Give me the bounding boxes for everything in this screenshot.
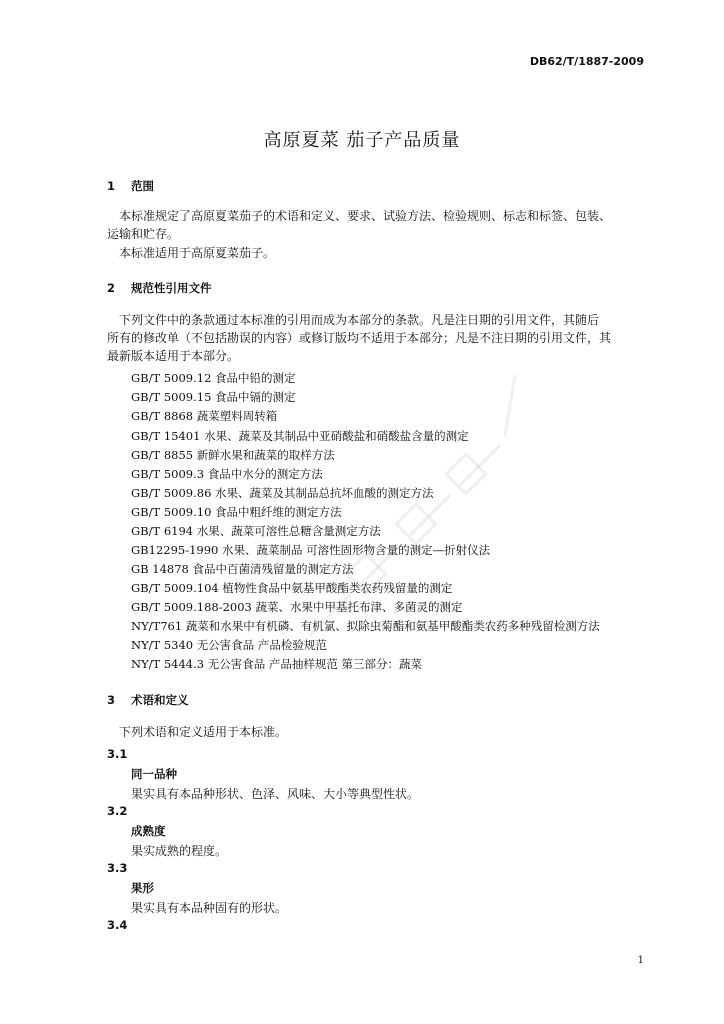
reference-item: NY/T761 蔬菜和水果中有机磷、有机氯、拟除虫菊酯和氨基甲酸酯类农药多种残留检测方法 (131, 619, 600, 633)
reference-item: NY/T 5444.3 无公害食品 产品抽样规范 第三部分：蔬菜 (131, 657, 423, 671)
section-title: 术语和定义 (131, 693, 189, 707)
paragraph: 下列术语和定义适用于本标准。 (119, 725, 288, 739)
section-number: 3 (107, 693, 116, 707)
reference-item: GB/T 5009.3 食品中水分的测定方法 (131, 467, 323, 481)
term-name: 成熟度 (131, 824, 166, 838)
section-number: 2 (107, 281, 116, 295)
reference-item: GB/T 8868 蔬菜塑料周转箱 (131, 409, 278, 423)
reference-item: GB/T 5009.12 食品中铅的测定 (131, 371, 296, 385)
reference-item: NY/T 5340 无公害食品 产品检验规范 (131, 638, 327, 652)
reference-item: GB/T 15401 水果、蔬菜及其制品中亚硝酸盐和硝酸盐含量的测定 (131, 429, 469, 443)
section-title: 范围 (131, 179, 155, 193)
paragraph: 运输和贮存。 (107, 227, 180, 241)
section-3-heading (107, 692, 189, 708)
document-code: DB62/T/1887-2009 (529, 55, 644, 68)
reference-item: GB 14878 食品中百菌清残留量的测定方法 (131, 562, 354, 576)
section-1-heading (107, 178, 154, 194)
reference-item: GB/T 5009.10 食品中粗纤维的测定方法 (131, 505, 342, 519)
page-number: 1 (637, 955, 644, 966)
section-title: 规范性引用文件 (131, 281, 212, 295)
term-definition: 果实成熟的程度。 (131, 844, 228, 858)
reference-item: GB/T 6194 水果、蔬菜可溶性总糖含量测定方法 (131, 524, 381, 538)
section-number: 1 (107, 179, 116, 193)
term-definition: 果实具有本品种固有的形状。 (131, 901, 288, 915)
paragraph: 最新版本适用于本部分。 (107, 349, 240, 363)
term-definition: 果实具有本品种形状、色泽、风味、大小等典型性状。 (131, 787, 420, 801)
reference-item: GB/T 8855 新鲜水果和蔬菜的取样方法 (131, 448, 335, 462)
section-2-heading (107, 280, 212, 296)
document-title: 高原夏菜 茄子产品质量 (263, 130, 461, 151)
term-number: 3.2 (107, 804, 128, 818)
reference-item: GB/T 5009.86 水果、蔬菜及其制品总抗坏血酸的测定方法 (131, 486, 434, 500)
reference-item: GB/T 5009.188-2003 蔬菜、水果中甲基托布津、多菌灵的测定 (131, 600, 463, 614)
term-number: 3.3 (107, 861, 128, 875)
term-name: 果形 (131, 881, 154, 895)
reference-item: GB/T 5009.104 植物性食品中氨基甲酸酯类农药残留量的测定 (131, 581, 453, 595)
reference-item: GB12295-1990 水果、蔬菜制品 可溶性固形物含量的测定—折射仪法 (131, 543, 491, 557)
paragraph: 本标准适用于高原夏菜茄子。 (119, 246, 276, 260)
paragraph: 下列文件中的条款通过本标准的引用而成为本部分的条款。凡是注日期的引用文件，其随后 (119, 313, 600, 327)
paragraph: 所有的修改单（不包括勘误的内容）或修订版均不适用于本部分；凡是不注日期的引用文件，其 (107, 331, 612, 345)
reference-item: GB/T 5009.15 食品中镉的测定 (131, 390, 296, 404)
paragraph: 本标准规定了高原夏菜茄子的术语和定义、要求、试验方法、检验规则、标志和标签、包装、 (119, 209, 612, 223)
term-name: 同一品种 (131, 767, 177, 781)
term-number: 3.4 (107, 918, 128, 932)
term-number: 3.1 (107, 747, 128, 761)
